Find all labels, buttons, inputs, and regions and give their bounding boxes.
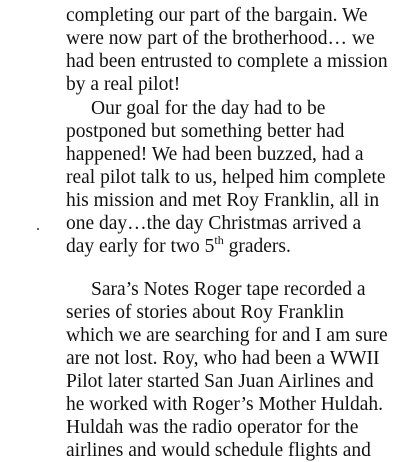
scan-speck <box>37 228 39 230</box>
paragraph-2-line-5: his mission and met Roy Franklin, all in <box>66 190 380 211</box>
paragraph-2-line-7 <box>66 233 291 258</box>
paragraph-2-line-2: postponed but something better had <box>66 121 345 142</box>
paragraph-2-line-4: real pilot talk to us, helped him complete <box>66 167 386 188</box>
paragraph-3-line-6: he worked with Roger’s Mother Huldah. <box>66 394 383 415</box>
paragraph-3-line-7: Huldah was the radio operator for the <box>66 417 359 438</box>
paragraph-3-line-5: Pilot later started San Juan Airlines and <box>66 371 374 392</box>
paragraph-2-line-1: Our goal for the day had to be <box>91 98 326 119</box>
paragraph-3-line-3: which we are searching for and I am sure <box>66 325 388 346</box>
ordinal-superscript: th <box>214 233 224 247</box>
paragraph-3-line-4: are not lost. Roy, who had been a WWII <box>66 348 380 369</box>
paragraph-3-line-2: series of stories about Roy Franklin <box>66 302 344 323</box>
paragraph-1-line-4: by a real pilot! <box>66 74 181 95</box>
paragraph-3-line-1: Sara’s Notes Roger tape recorded a <box>91 279 366 300</box>
paragraph-1-line-1: completing our part of the bargain. We <box>66 5 368 26</box>
paragraph-1-line-3: had been entrusted to complete a mission <box>66 51 388 72</box>
paragraph-2-line-3: happened! We had been buzzed, had a <box>66 144 364 165</box>
paragraph-3-line-8: airlines and would schedule flights and <box>66 440 371 461</box>
paragraph-2-line-7-end: graders. <box>223 236 291 257</box>
paragraph-2-line-7-text: day early for two 5 <box>66 236 215 257</box>
paragraph-2-line-6: one day…the day Christmas arrived a <box>66 213 362 234</box>
paragraph-1-line-2: were now part of the brotherhood… we <box>66 28 375 49</box>
